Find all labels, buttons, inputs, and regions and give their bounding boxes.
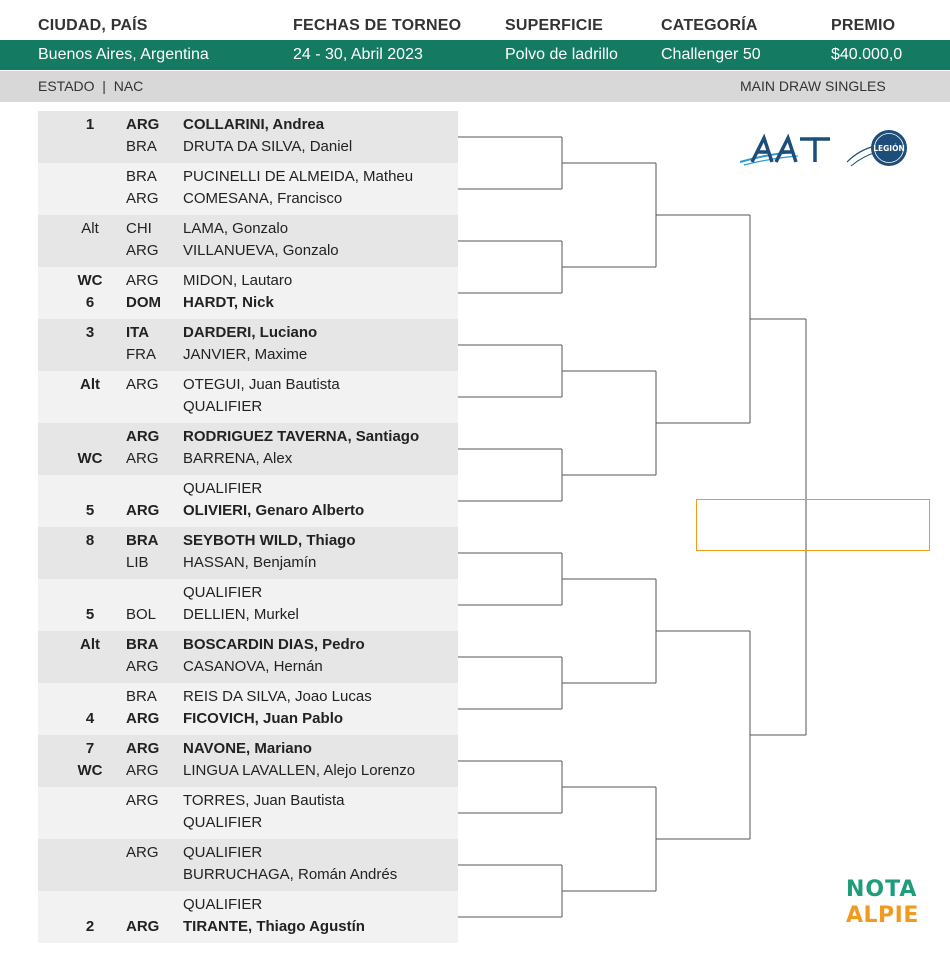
player-seed: WC <box>77 762 103 779</box>
player-name: QUALIFIER <box>183 844 263 861</box>
player-nationality: BRA <box>126 138 157 155</box>
player-name: QUALIFIER <box>183 896 263 913</box>
player-nationality: ARG <box>126 376 159 393</box>
player-nationality: ARG <box>126 918 160 935</box>
player-nationality: BRA <box>126 636 159 653</box>
player-seed: WC <box>77 450 103 467</box>
player-row <box>38 760 458 782</box>
player-name: QUALIFIER <box>183 398 263 415</box>
player-row <box>38 500 458 522</box>
player-nationality: ARG <box>126 242 159 259</box>
player-seed: 7 <box>85 740 95 757</box>
match-2 <box>38 163 458 215</box>
player-name: JANVIER, Maxime <box>183 346 308 363</box>
player-seed: WC <box>77 272 103 289</box>
value-surface: Polvo de ladrillo <box>505 46 618 63</box>
legion-logo <box>845 128 911 170</box>
player-nationality: ARG <box>126 428 160 445</box>
player-row <box>38 812 458 834</box>
player-row <box>38 686 458 708</box>
player-seed: Alt <box>81 220 99 237</box>
match-10 <box>38 579 458 631</box>
player-seed: Alt <box>80 636 100 653</box>
player-nationality: ITA <box>126 324 150 341</box>
player-row <box>38 448 458 470</box>
player-name: OTEGUI, Juan Bautista <box>183 376 340 393</box>
player-seed: 3 <box>85 324 95 341</box>
player-row <box>38 790 458 812</box>
status-legend: ESTADO | NAC <box>38 78 144 94</box>
player-nationality: ARG <box>126 710 160 727</box>
player-row <box>38 218 458 240</box>
player-name: QUALIFIER <box>183 480 263 497</box>
label-surface: SUPERFICIE <box>505 17 604 34</box>
match-5 <box>38 319 458 371</box>
player-row <box>38 552 458 574</box>
player-row <box>38 270 458 292</box>
player-nationality: ARG <box>126 116 160 133</box>
nota-logo-line2: ALPIE <box>846 903 919 928</box>
player-row <box>38 374 458 396</box>
player-row <box>38 188 458 210</box>
match-4 <box>38 267 458 319</box>
player-name: HARDT, Nick <box>183 294 274 311</box>
label-prize: PREMIO <box>831 17 896 34</box>
player-nationality: FRA <box>126 346 156 363</box>
player-nationality: ARG <box>126 450 159 467</box>
player-row <box>38 582 458 604</box>
label-category: CATEGORÍA <box>661 17 758 34</box>
match-16 <box>38 891 458 943</box>
player-seed: 5 <box>85 502 95 519</box>
player-nationality: LIB <box>126 554 149 571</box>
player-nationality: BOL <box>126 606 157 623</box>
player-row <box>38 842 458 864</box>
player-row <box>38 426 458 448</box>
aat-logo <box>738 132 834 168</box>
match-8 <box>38 475 458 527</box>
player-name: BURRUCHAGA, Román Andrés <box>183 866 398 883</box>
player-nationality: ARG <box>126 844 159 861</box>
player-seed: 6 <box>85 294 95 311</box>
player-name: FICOVICH, Juan Pablo <box>183 710 344 727</box>
value-dates: 24 - 30, Abril 2023 <box>293 46 423 63</box>
player-row <box>38 166 458 188</box>
player-row <box>38 634 458 656</box>
player-name: TIRANTE, Thiago Agustín <box>183 918 365 935</box>
player-name: DRUTA DA SILVA, Daniel <box>183 138 353 155</box>
player-name: PUCINELLI DE ALMEIDA, Matheu <box>183 168 414 185</box>
player-row <box>38 114 458 136</box>
match-1 <box>38 111 458 163</box>
player-seed: 5 <box>85 606 95 623</box>
label-dates: FECHAS DE TORNEO <box>293 17 462 34</box>
player-name: DELLIEN, Murkel <box>183 606 299 623</box>
player-nationality: ARG <box>126 792 159 809</box>
player-nationality: CHI <box>126 220 152 237</box>
player-seed: 8 <box>85 532 95 549</box>
player-name: BARRENA, Alex <box>183 450 293 467</box>
player-row <box>38 656 458 678</box>
player-seed: Alt <box>80 376 100 393</box>
player-name: LINGUA LAVALLEN, Alejo Lorenzo <box>183 762 416 779</box>
match-12 <box>38 683 458 735</box>
player-name: LAMA, Gonzalo <box>183 220 289 237</box>
player-name: COLLARINI, Andrea <box>183 116 325 133</box>
subheader-bar <box>0 71 950 102</box>
player-name: HASSAN, Benjamín <box>183 554 317 571</box>
label-city: CIUDAD, PAÍS <box>38 17 148 34</box>
player-seed: 4 <box>85 710 95 727</box>
player-row <box>38 292 458 314</box>
aat-logo-text: AAT <box>738 132 740 133</box>
player-name: OLIVIERI, Genaro Alberto <box>183 502 365 519</box>
player-row <box>38 478 458 500</box>
nota-logo-line1: NOTA <box>846 877 918 902</box>
match-13 <box>38 735 458 787</box>
draw-title: MAIN DRAW SINGLES <box>740 78 886 94</box>
player-name: SEYBOTH WILD, Thiago <box>183 532 356 549</box>
player-nationality: ARG <box>126 740 160 757</box>
player-row <box>38 604 458 626</box>
player-nationality: ARG <box>126 272 159 289</box>
player-nationality: ARG <box>126 502 160 519</box>
player-name: CASANOVA, Hernán <box>183 658 323 675</box>
header-labels <box>0 0 950 40</box>
player-row <box>38 322 458 344</box>
player-name: DARDERI, Luciano <box>183 324 318 341</box>
player-row <box>38 894 458 916</box>
player-name: REIS DA SILVA, Joao Lucas <box>183 688 372 705</box>
player-seed: 2 <box>85 918 95 935</box>
player-name: NAVONE, Mariano <box>183 740 312 757</box>
player-nationality: ARG <box>126 762 159 779</box>
match-9 <box>38 527 458 579</box>
player-name: QUALIFIER <box>183 584 263 601</box>
player-seed: 1 <box>85 116 95 133</box>
draw-list <box>38 111 458 943</box>
player-row <box>38 916 458 938</box>
match-3 <box>38 215 458 267</box>
player-name: BOSCARDIN DIAS, Pedro <box>183 636 365 653</box>
player-name: MIDON, Lautaro <box>183 272 293 289</box>
player-row <box>38 396 458 418</box>
match-7 <box>38 423 458 475</box>
player-row <box>38 708 458 730</box>
match-11 <box>38 631 458 683</box>
player-nationality: ARG <box>126 190 159 207</box>
player-row <box>38 136 458 158</box>
match-6 <box>38 371 458 423</box>
player-row <box>38 864 458 886</box>
player-nationality: ARG <box>126 658 159 675</box>
player-name: COMESANA, Francisco <box>183 190 343 207</box>
match-14 <box>38 787 458 839</box>
player-name: TORRES, Juan Bautista <box>183 792 345 809</box>
player-name: VILLANUEVA, Gonzalo <box>183 242 339 259</box>
header-values-bar <box>0 40 950 70</box>
value-category: Challenger 50 <box>661 46 761 63</box>
nota-al-pie-logo <box>844 872 928 928</box>
value-city: Buenos Aires, Argentina <box>38 46 209 63</box>
player-name: RODRIGUEZ TAVERNA, Santiago <box>183 428 420 445</box>
player-row <box>38 240 458 262</box>
champion-box <box>696 499 930 551</box>
player-nationality: BRA <box>126 168 157 185</box>
value-prize: $40.000,0 <box>831 46 903 63</box>
player-nationality: BRA <box>126 532 159 549</box>
match-15 <box>38 839 458 891</box>
player-row <box>38 738 458 760</box>
player-name: QUALIFIER <box>183 814 263 831</box>
player-row <box>38 530 458 552</box>
player-nationality: BRA <box>126 688 157 705</box>
legion-logo-text: LEGIÓN <box>873 144 905 153</box>
player-row <box>38 344 458 366</box>
player-nationality: DOM <box>126 294 161 311</box>
